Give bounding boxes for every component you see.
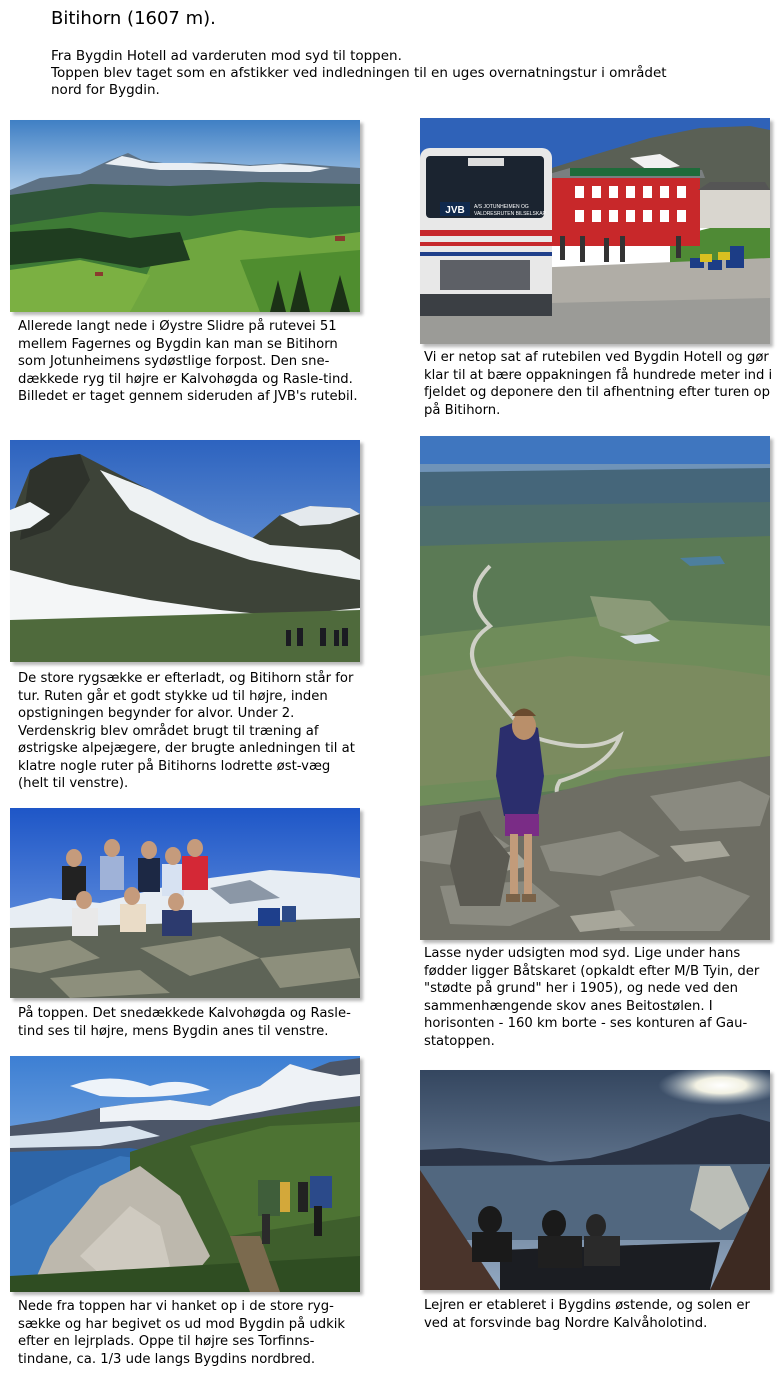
caption-bus-bygdin-hotell: Vi er netop sat af rutebilen ved Bygdin Hotell og gør klar til at bære oppakningen få hundrede meter ind i fjeldet og deponere den til afhentning efter turen op på Bitihorn. [424, 350, 773, 418]
photo-bitihorn-east-wall [10, 440, 360, 662]
photo-bus-bygdin-hotell [420, 118, 770, 344]
photo-lasse-view-south [420, 436, 770, 940]
bus-brand-text: JVB [445, 205, 465, 216]
photo-camp-sunset [420, 1070, 770, 1290]
bus-sign-line-2: VALDRESRUTEN BILSELSKAP [474, 211, 546, 217]
caption-valley-view: Allerede langt nede i Øystre Slidre på rutevei 51 mellem Fagernes og Bygdin kan man se Bitihorn som Jotunheimens sydøstlige forpost. Den sne-dækkede ryg til højre er Kalvohøgda og Rasle-tind. Billedet er taget gennem sideruden af JVB's rutebil. [18, 319, 358, 404]
page-title: Bitihorn (1607 m). [51, 8, 216, 29]
caption-group-summit: På toppen. Det snedækkede Kalvohøgda og Rasle-tind ses til højre, mens Bygdin anes til venstre. [18, 1006, 351, 1039]
intro-text [51, 48, 711, 99]
intro-line-1: Fra Bygdin Hotell ad varderuten mod syd til toppen. [51, 48, 402, 64]
intro-line-2: Toppen blev taget som en afstikker ved indledningen til en uges overnatningstur i området [51, 65, 667, 81]
caption-hiking-bygdin: Nede fra toppen har vi hanket op i de store ryg-sække og har begivet os ud mod Bygdin på udkik efter en lejrplads. Oppe til højre ses Torfinns-tindane, ca. 1/3 ude langs Bygdins nordbred. [18, 1299, 346, 1367]
caption-camp-sunset: Lejren er etableret i Bygdins østende, og solen er ved at forsvinde bag Nordre Kalvåholotind. [424, 1298, 750, 1331]
caption-bitihorn-east-wall: De store rygsække er efterladt, og Bitihorn står for tur. Ruten går et godt stykke ud til højre, inden opstigningen begynder for alvor. Under 2. Verdenskrig blev området brugt til træning af østrigske alpejægere, der brugte anledningen til at klatre nogle ruter på Bitihorns lodrette øst-væg (helt til venstre). [18, 671, 355, 791]
photo-hiking-bygdin [10, 1056, 360, 1292]
photo-valley-view [10, 120, 360, 312]
bus-sign-line-1: A/S JOTUNHEIMEN OG [474, 204, 529, 210]
photo-group-summit [10, 808, 360, 998]
caption-lasse-view-south: Lasse nyder udsigten mod syd. Lige under hans fødder ligger Båtskaret (opkaldt efter M/B Tyin, der "stødte på grund" her i 1905), og nede ved den sammenhængende skov anes Beitostølen. I horisonten - 160 km borte - ses konturen af Gau-statoppen. [424, 946, 760, 1049]
intro-line-3: nord for Bygdin. [51, 82, 160, 98]
